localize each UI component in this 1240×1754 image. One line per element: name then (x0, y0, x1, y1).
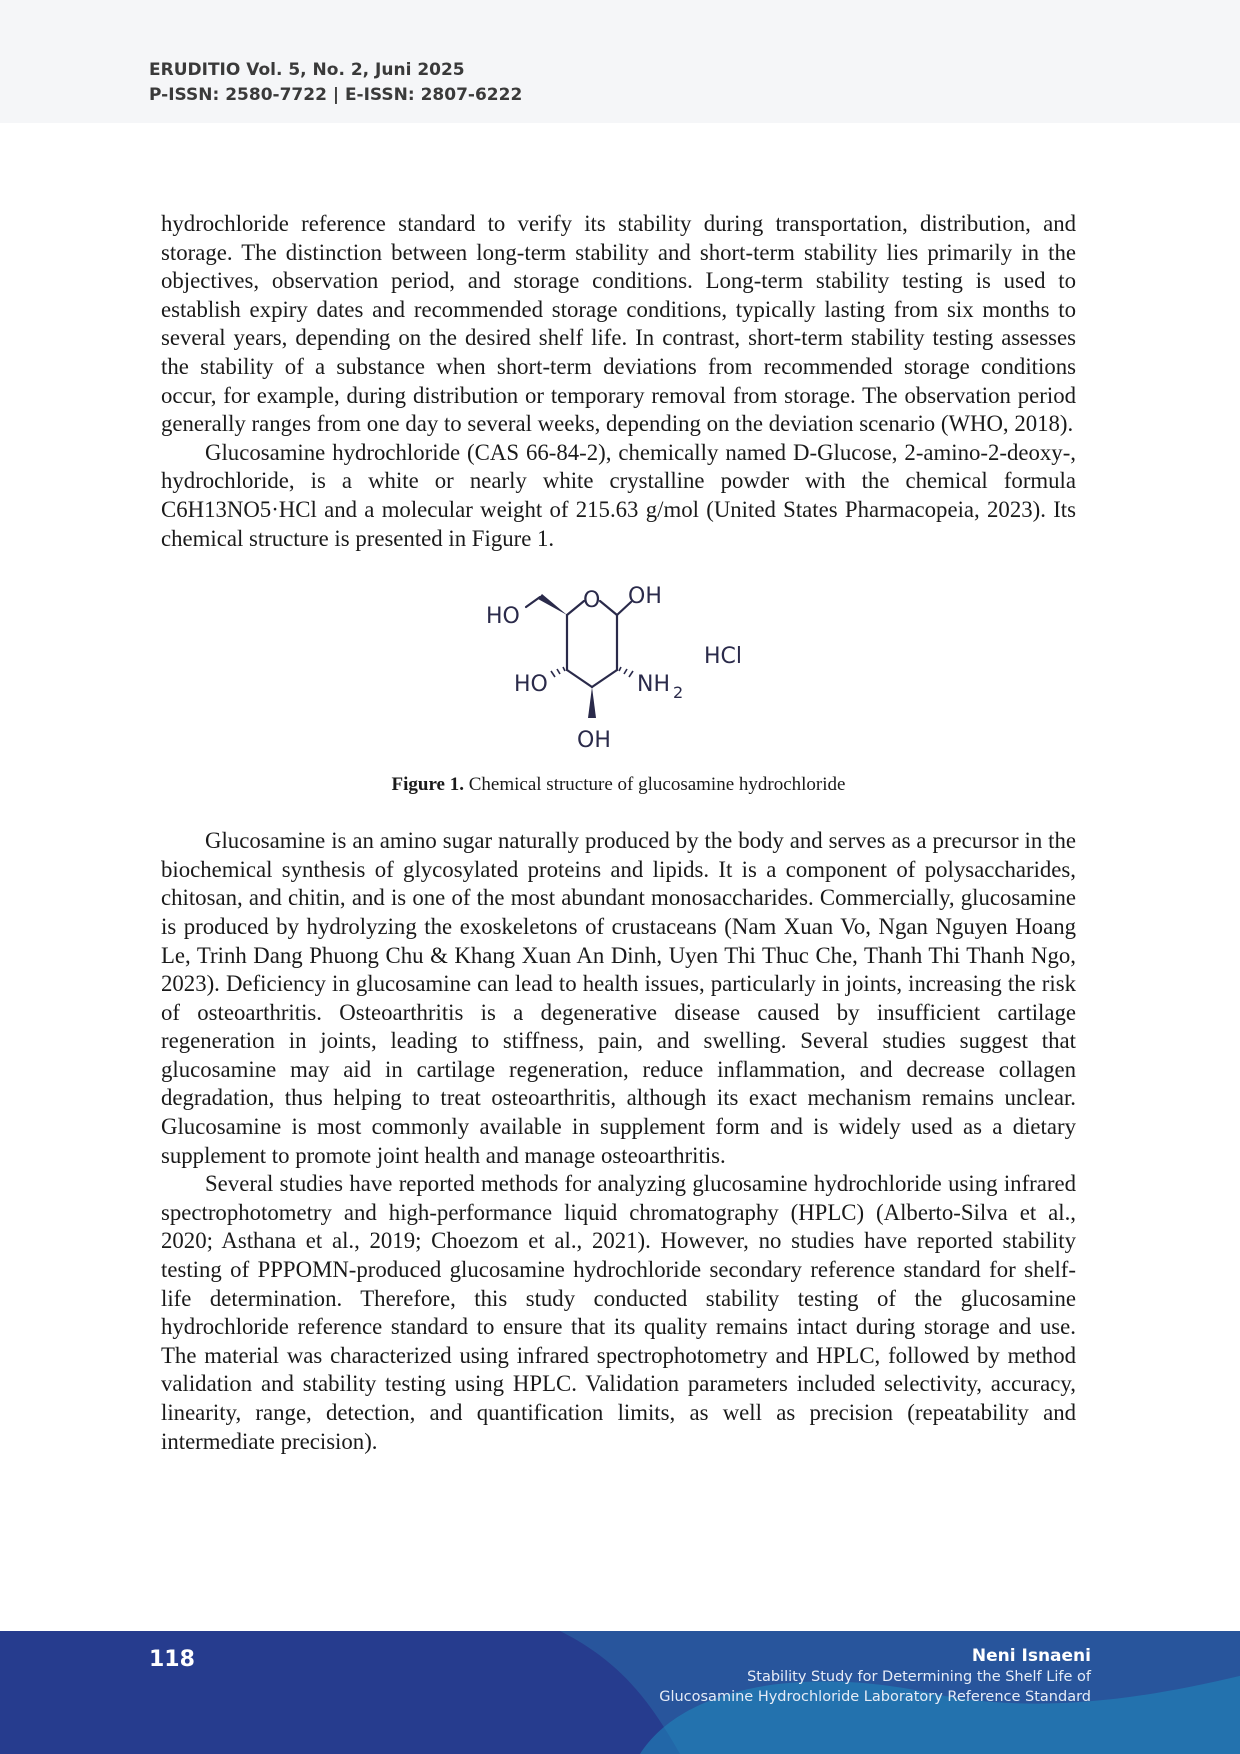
figure-1 (161, 575, 1076, 797)
label-ring-oxygen: O (582, 588, 600, 614)
page-footer (0, 1631, 1240, 1754)
page-header (0, 0, 1240, 123)
label-ho-mid: HO (513, 672, 548, 698)
glucosamine-structure (474, 575, 764, 765)
figure-caption-label: Figure 1. (391, 774, 464, 796)
paragraph-2: Glucosamine hydrochloride (CAS 66-84-2), chemically named D-Glucose, 2-amino-2-deoxy-, hydrochloride, is a white or nearly white crystalline powder with the chemical formula C6H13NO5·HCl and a molecular weight of 215.63 g/mol (United States Pharmacopeia, 2023). Its chemical structure is presented in Figure 1. (161, 439, 1076, 551)
label-hcl: HCl (703, 644, 742, 670)
label-oh-bottom: OH (576, 728, 611, 754)
journal-title: ERUDITIO Vol. 5, No. 2, Juni 2025 (149, 60, 465, 80)
journal-info (149, 58, 522, 108)
page-number: 118 (149, 1647, 195, 1672)
footer-info (659, 1645, 1091, 1707)
paragraph-3: Glucosamine is an amino sugar naturally produced by the body and serves as a precursor in the biochemical synthesis of glycosylated proteins and lipids. It is a component of polysaccharides, chitosan, and chitin, and is one of the most abundant monosaccharides. Commercially, glucosamine is produced by hydrolyzing the exoskeletons of crustaceans (Nam Xuan Vo, Ngan Nguyen Hoang Le, Trinh Dang Phuong Chu & Khang Xuan An Dinh, Uyen Thi Thuc Che, Thanh Thi Thanh Ngo, 2023). Deficiency in glucosamine can lead to health issues, particularly in joints, increasing the risk of osteoarthritis. Osteoarthritis is a degenerative disease caused by insufficient cartilage regeneration in joints, leading to stiffness, pain, and swelling. Several studies suggest that glucosamine may aid in cartilage regeneration, reduce inflammation, and decrease collagen degradation, thus helping to treat osteoarthritis, although its exact mechanism remains unclear. Glucosamine is most commonly available in supplement form and is widely used as a dietary supplement to promote joint health and manage osteoarthritis. (161, 828, 1076, 1168)
running-title-line-1: Stability Study for Determining the Shelf Life of (747, 1669, 1091, 1685)
article-body (161, 210, 1076, 1456)
author-name: Neni Isnaeni (971, 1646, 1091, 1666)
paragraph-4: Several studies have reported methods for analyzing glucosamine hydrochloride using infrared spectrophotometry and high-performance liquid chromatography (HPLC) (Alberto-Silva et al., 2020; Asthana et al., 2019; Choezom et al., 2021). However, no studies have reported stability testing of PPPOMN-produced glucosamine hydrochloride secondary reference standard for shelf-life determination. Therefore, this study conducted stability testing of the glucosamine hydrochloride reference standard to ensure that its quality remains intact during storage and use. The material was characterized using infrared spectrophotometry and HPLC, followed by method validation and stability testing using HPLC. Validation parameters included selectivity, accuracy, linearity, range, detection, and quantification limits, as well as precision (repeatability and intermediate precision). (161, 1171, 1076, 1454)
running-title-line-2: Glucosamine Hydrochloride Laboratory Reference Standard (659, 1689, 1091, 1705)
paragraph-1: hydrochloride reference standard to verify its stability during transportation, distribution, and storage. The distinction between long-term stability and short-term stability lies primarily in the objectives, observation period, and storage conditions. Long-term stability testing is used to establish expiry dates and recommended storage conditions, typically lasting from six months to several years, depending on the desired shelf life. In contrast, short-term stability testing assesses the stability of a substance when short-term deviations from recommended storage conditions occur, for example, during distribution or temporary removal from storage. The observation period generally ranges from one day to several weeks, depending on the deviation scenario (WHO, 2018). (161, 211, 1076, 437)
figure-caption-text: Chemical structure of glucosamine hydrochloride (468, 774, 846, 796)
label-nh: NH (636, 672, 670, 698)
figure-caption (161, 773, 1076, 797)
label-subscript-2: 2 (672, 683, 683, 703)
label-ho-top: HO (485, 604, 520, 630)
label-oh-top: OH (627, 584, 662, 610)
issn-line: P-ISSN: 2580-7722 | E-ISSN: 2807-6222 (149, 85, 523, 105)
